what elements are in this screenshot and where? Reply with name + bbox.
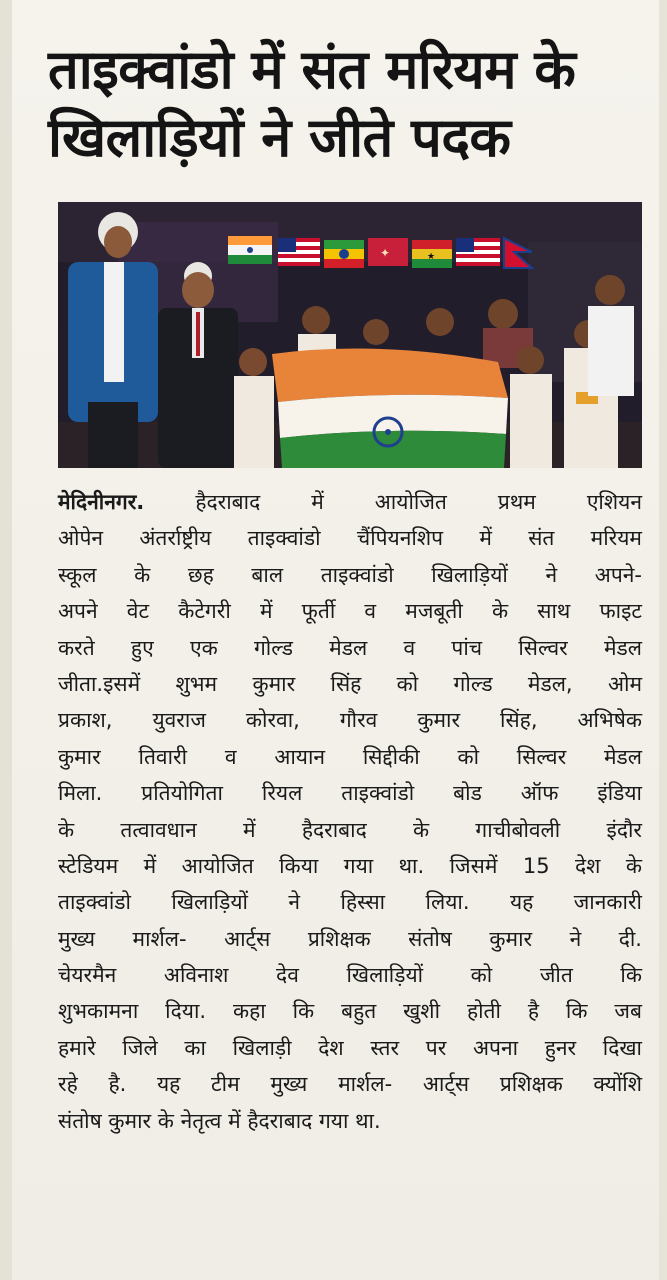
article-line-14: चेयरमैन अविनाश देव खिलाड़ियों को जीत कि <box>58 963 642 988</box>
article-line-13: मुख्य मार्शल- आर्ट्स प्रशिक्षक संतोष कुमार ने दी. <box>58 926 642 951</box>
article-line-17: रहे है. यह टीम मुख्य मार्शल- आर्ट्स प्रशिक्षक क्योंशि <box>58 1072 642 1097</box>
svg-text:✦: ✦ <box>380 246 391 260</box>
news-photo <box>58 202 642 468</box>
article-line-8: कुमार तिवारी व आयान सिद्दीकी को सिल्वर मेडल <box>58 744 642 769</box>
headline <box>48 36 628 172</box>
page-edge-left <box>0 0 12 1280</box>
article-line-11: स्टेडियम में आयोजित किया गया था. जिसमें 15 देश के <box>58 853 642 878</box>
article-line-12: ताइक्वांडो खिलाड़ियों ने हिस्सा लिया. यह जानकारी <box>58 890 642 915</box>
article-line-5: करते हुए एक गोल्ड मेडल व पांच सिल्वर मेडल <box>58 635 642 660</box>
photo-illustration <box>58 202 642 468</box>
headline-line-1: ताइक्वांडो में संत मरियम के <box>48 38 576 101</box>
indian-flag-held <box>272 349 508 468</box>
article-line-3: स्कूल के छह बाल ताइक्वांडो खिलाड़ियों ने अपने- <box>58 562 642 587</box>
headline-line-2: खिलाड़ियों ने जीते पदक <box>48 106 511 169</box>
dateline: मेदिनीनगर. <box>58 490 145 514</box>
article-line-18: संतोष कुमार के नेतृत्व में हैदराबाद गया था. <box>58 1108 381 1133</box>
article-line-1 <box>58 484 642 520</box>
article-line-6: जीता.इसमें शुभम कुमार सिंह को गोल्ड मेडल, ओम <box>58 671 642 696</box>
article-line-9: मिला. प्रतियोगिता रियल ताइक्वांडो बोड ऑफ इंडिया <box>58 781 642 806</box>
article-text: हैदराबाद में आयोजित प्रथम एशियन <box>195 490 642 514</box>
article-line-4: अपने वेट कैटेगरी में फूर्ती व मजबूती के साथ फाइट <box>58 599 642 624</box>
page-edge-right <box>659 0 667 1280</box>
article-body <box>58 484 642 1139</box>
article-line-10: के तत्वावधान में हैदराबाद के गाचीबोवली इंदौर <box>58 817 642 842</box>
article-line-15: शुभकामना दिया. कहा कि बहुत खुशी होती है कि जब <box>58 999 642 1024</box>
article-line-16: हमारे जिले का खिलाड़ी देश स्तर पर अपना हुनर दिखा <box>58 1035 642 1060</box>
article-line-2: ओपेन अंतर्राष्ट्रीय ताइक्वांडो चैंपियनशिप में संत मरियम <box>58 526 642 551</box>
svg-text:★: ★ <box>427 252 436 262</box>
article-line-7: प्रकाश, युवराज कोरवा, गौरव कुमार सिंह, अभिषेक <box>58 708 642 733</box>
